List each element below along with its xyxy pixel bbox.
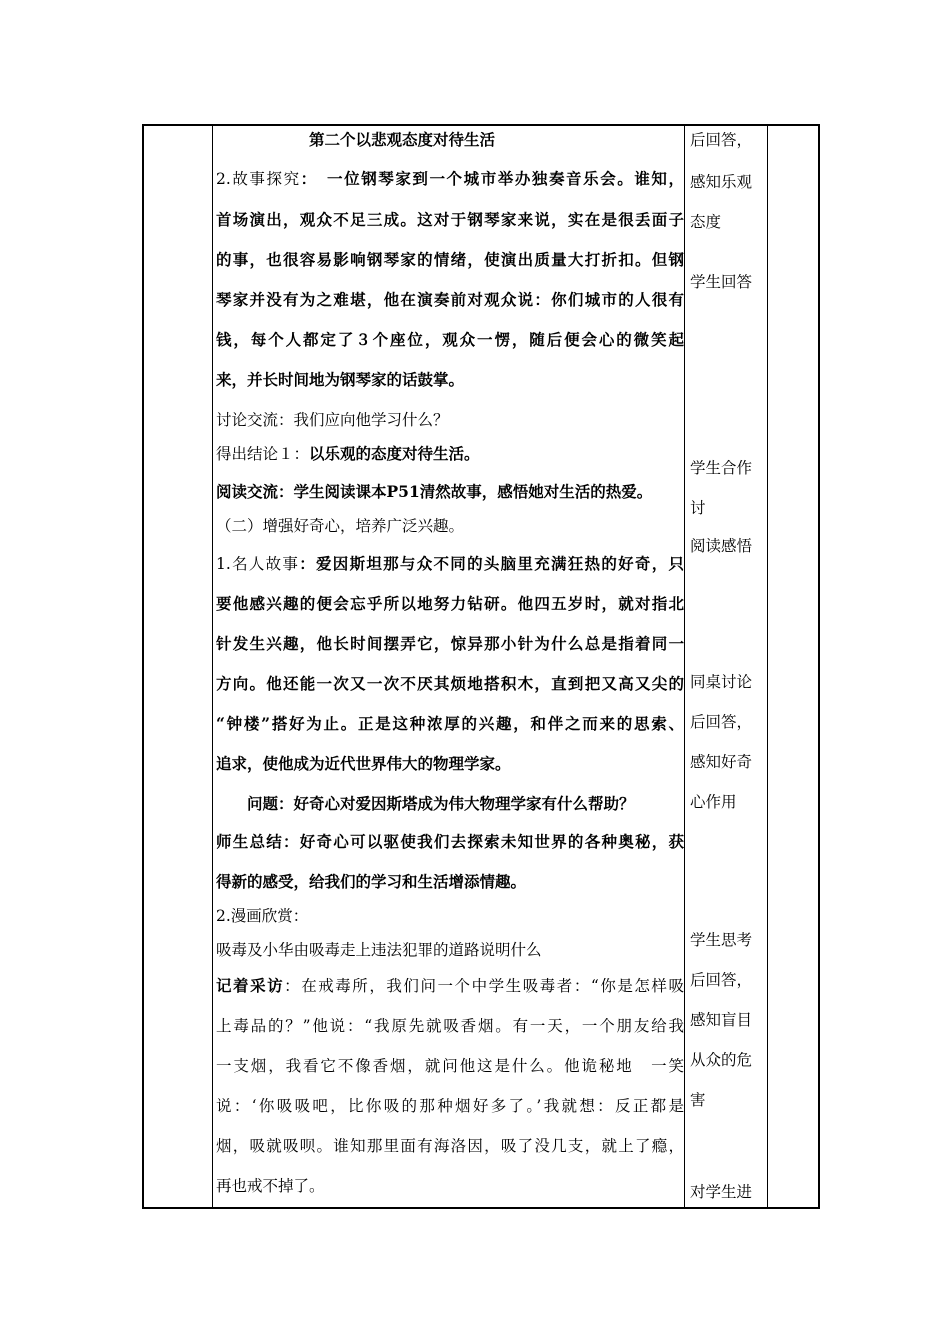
activity-line: 态度 (690, 213, 722, 231)
content-line (216, 250, 684, 270)
content-line (216, 210, 684, 230)
content-line (216, 906, 308, 926)
content-line (216, 674, 684, 694)
content-line-text: 来，并长时间地为钢琴家的话鼓掌。 (216, 370, 465, 389)
activity-line: 后回答， (690, 713, 753, 731)
content-line-text: 要他感兴趣的便会忘乎所以地努力钻研。他四五岁时，就对指北 (216, 594, 684, 613)
content-line-text: 记着采访：在戒毒所，我们问一个中学生吸毒者：“你是怎样吸 (216, 976, 684, 995)
content-line (216, 1096, 684, 1116)
content-line-text: 再也戒不掉了。 (216, 1177, 325, 1195)
activity-line: 后回答， (690, 131, 753, 149)
content-line-text: 烟，吸就吸呗。谁知那里面有海洛因，吸了没几支，就上了瘾， (216, 1137, 684, 1155)
content-line (216, 634, 684, 654)
content-line (216, 444, 480, 464)
content-line (216, 370, 464, 390)
content-line-text: 得新的感受，给我们的学习和生活增添情趣。 (216, 872, 527, 891)
content-line-text: 钱，每个人都定了３个座位，观众一愣，随后便会心的微笑起 (216, 330, 684, 349)
activity-line: 阅读感悟 (690, 537, 753, 555)
content-line-text: 1.名人故事：爱因斯坦那与众不同的头脑里充满狂热的好奇，只 (216, 554, 684, 573)
content-line-text: 追求，使他成为近代世界伟大的物理学家。 (216, 754, 511, 773)
table-column-divider (767, 124, 768, 1209)
content-line (216, 594, 684, 614)
content-line-text: 第二个以悲观态度对待生活 (216, 130, 496, 149)
content-line (216, 1136, 684, 1156)
content-line-text: 得出结论１：以乐观的态度对待生活。 (216, 444, 480, 463)
activity-line: 害 (690, 1091, 706, 1109)
content-line-text: 首场演出，观众不足三成。这对于钢琴家来说，实在是很丢面子 (216, 210, 684, 229)
activity-line: 同桌讨论 (690, 673, 753, 691)
activity-line: 对学生进 (690, 1183, 753, 1201)
content-line (216, 410, 449, 430)
content-line (216, 482, 652, 502)
content-line-text: 的事，也很容易影响钢琴家的情绪，使演出质量大打折扣。但钢 (216, 250, 684, 269)
activity-line: 感知乐观 (690, 173, 753, 191)
activity-line: 从众的危 (690, 1051, 753, 1069)
activity-line: 感知好奇 (690, 753, 753, 771)
content-line-text: 一支烟，我看它不像香烟，就问他这是什么。他诡秘地 一笑 (216, 1057, 684, 1075)
activity-line: 学生回答 (690, 273, 753, 291)
activity-line: 心作用 (690, 793, 737, 811)
content-line-text: 师生总结：好奇心可以驱使我们去探索未知世界的各种奥秘，获 (216, 832, 684, 851)
content-line-text: 问题：好奇心对爱因斯塔成为伟大物理学家有什么帮助？ (216, 794, 635, 813)
content-line (216, 130, 495, 150)
content-line (216, 516, 464, 536)
content-line (216, 940, 542, 960)
content-line (216, 290, 684, 310)
content-line-text: 吸毒及小华由吸毒走上违法犯罪的道路说明什么 (216, 941, 542, 959)
content-line (216, 1016, 684, 1036)
content-line-text: 琴家并没有为之难堪，他在演奏前对观众说：你们城市的人很有 (216, 290, 684, 309)
content-line-text: 讨论交流：我们应向他学习什么？ (216, 411, 449, 429)
content-line-text: 针发生兴趣，他长时间摆弄它，惊异那小针为什么总是指着同一 (216, 634, 684, 653)
table-column-divider (684, 124, 685, 1209)
content-line-text: 方向。他还能一次又一次不厌其烦地搭积木，直到把又高又尖的 (216, 674, 684, 693)
content-line (216, 1056, 684, 1076)
table-column-divider (212, 124, 213, 1209)
content-line-text: 上毒品的？”他说：“我原先就吸香烟。有一天，一个朋友给我 (216, 1017, 684, 1035)
activity-line: 讨 (690, 499, 706, 517)
content-line-text: “钟楼”搭好为止。正是这种浓厚的兴趣，和伴之而来的思索、 (216, 714, 684, 733)
activity-line: 后回答， (690, 971, 753, 989)
content-line (216, 169, 684, 189)
activity-line: 学生思考 (690, 931, 753, 949)
activity-line: 感知盲目 (690, 1011, 753, 1029)
content-line-text: 阅读交流：学生阅读课本P51清然故事，感悟她对生活的热爱。 (216, 482, 653, 501)
content-line (216, 832, 684, 852)
content-line (216, 872, 526, 892)
content-line (216, 330, 684, 350)
content-line-text: （二）增强好奇心，培养广泛兴趣。 (216, 517, 465, 535)
content-line-text: 说：‘你吸吸吧，比你吸的那种烟好多了。’我就想：反正都是 (216, 1097, 684, 1115)
content-line (216, 794, 635, 814)
content-line (216, 1176, 325, 1196)
content-line-text: 2.故事探究： 一位钢琴家到一个城市举办独奏音乐会。谁知， (216, 169, 684, 188)
content-line (216, 554, 684, 574)
content-line (216, 754, 511, 774)
activity-line: 学生合作 (690, 459, 753, 477)
content-line-text: 2.漫画欣赏： (216, 907, 309, 925)
content-line (216, 976, 684, 996)
content-line (216, 714, 684, 734)
